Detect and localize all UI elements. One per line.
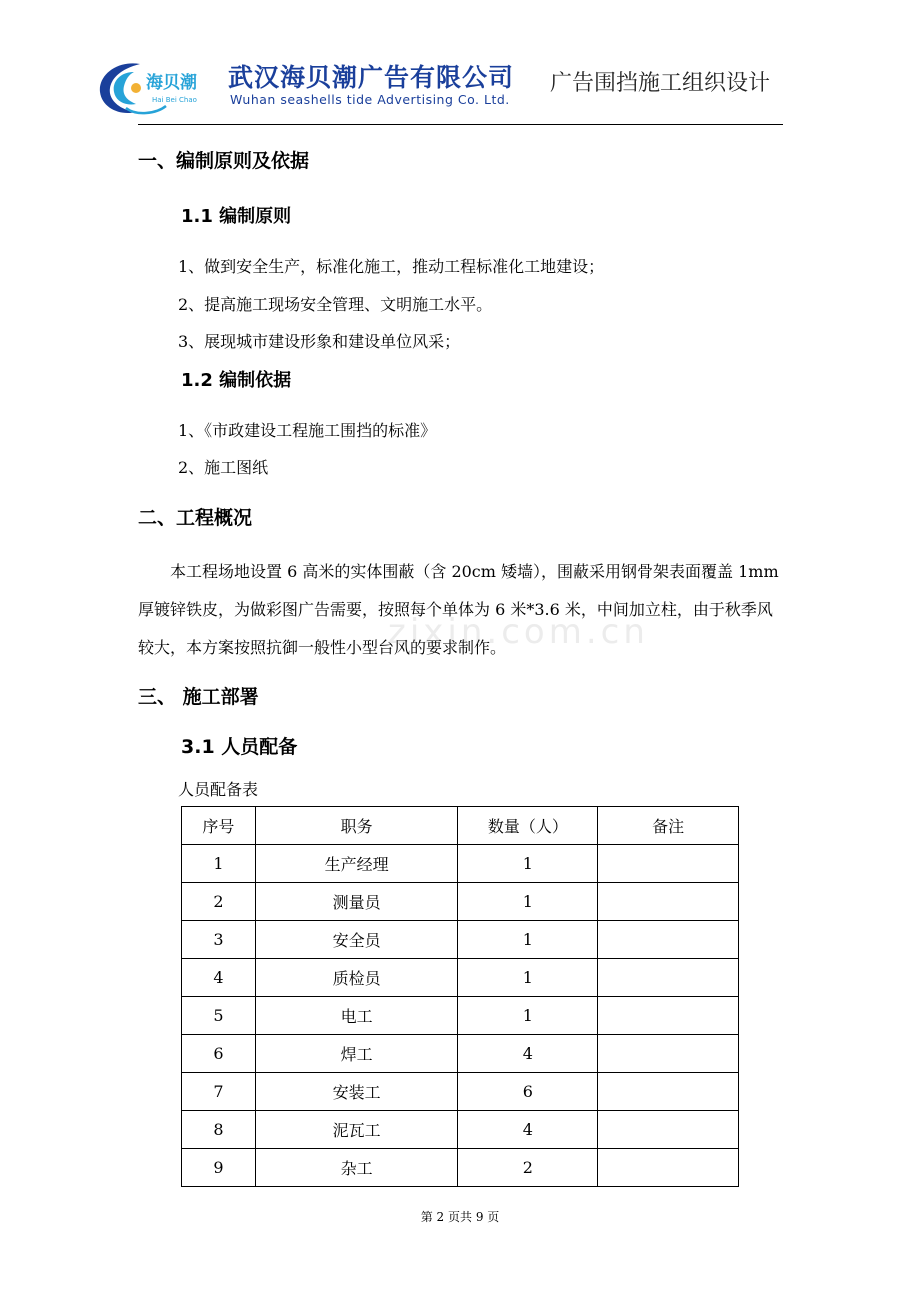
cell-remark [598, 845, 739, 883]
cell-remark [598, 921, 739, 959]
cell-count: 1 [458, 883, 598, 921]
cell-position: 安装工 [255, 1073, 458, 1111]
table-row [182, 1149, 739, 1187]
cell-count: 4 [458, 1035, 598, 1073]
cell-position: 生产经理 [255, 845, 458, 883]
section-1-1-heading: 1.1 编制原则 [181, 206, 292, 227]
cell-index: 5 [182, 997, 256, 1035]
document-title: 广告围挡施工组织设计 [550, 71, 771, 96]
table-caption: 人员配备表 [178, 780, 259, 799]
basis-item-2: 2、施工图纸 [178, 458, 269, 477]
cell-position: 焊工 [255, 1035, 458, 1073]
staff-table [181, 806, 739, 1187]
logo-text: 海贝潮 [146, 73, 197, 93]
cell-remark [598, 1073, 739, 1111]
header-index: 序号 [182, 807, 256, 845]
cell-index: 7 [182, 1073, 256, 1111]
cell-count: 4 [458, 1111, 598, 1149]
header-remark: 备注 [598, 807, 739, 845]
cell-remark [598, 997, 739, 1035]
table-row [182, 1111, 739, 1149]
cell-index: 8 [182, 1111, 256, 1149]
cell-remark [598, 1111, 739, 1149]
cell-count: 1 [458, 959, 598, 997]
principle-item-1: 1、做到安全生产，标准化施工，推动工程标准化工地建设； [178, 257, 605, 276]
cell-count: 1 [458, 845, 598, 883]
header-count: 数量（人） [458, 807, 598, 845]
table-row [182, 883, 739, 921]
header-position: 职务 [255, 807, 458, 845]
logo-subtext: Hai Bei Chao [152, 96, 197, 104]
table-row [182, 921, 739, 959]
cell-remark [598, 883, 739, 921]
section-2-heading: 二、工程概况 [138, 507, 253, 529]
cell-position: 测量员 [255, 883, 458, 921]
section-3-heading: 三、 施工部署 [138, 686, 259, 708]
cell-remark [598, 1035, 739, 1073]
basis-item-1: 1、《市政建设工程施工围挡的标准》 [178, 421, 437, 440]
cell-position: 电工 [255, 997, 458, 1035]
cell-index: 6 [182, 1035, 256, 1073]
project-overview-text: 本工程场地设置 6 高米的实体围蔽（含 20cm 矮墙），围蔽采用钢骨架表面覆盖 1mm 厚镀锌铁皮，为做彩图广告需要，按照每个单体为 6 米*3.6 米，中间加立柱，由于秋季风较大，本方案按照抗御一般性小型台风的要求制作。 [138, 562, 779, 657]
table-row [182, 845, 739, 883]
company-name-cn: 武汉海贝潮广告有限公司 [228, 63, 515, 92]
principle-item-3: 3、展现城市建设形象和建设单位风采； [178, 332, 461, 351]
table-row [182, 1035, 739, 1073]
principle-item-2: 2、提高施工现场安全管理、文明施工水平。 [178, 295, 493, 314]
cell-position: 泥瓦工 [255, 1111, 458, 1149]
cell-count: 1 [458, 921, 598, 959]
watermark: zixin.com.cn [388, 612, 649, 652]
cell-position: 质检员 [255, 959, 458, 997]
page-number: 第 2 页共 9 页 [420, 1210, 500, 1224]
cell-index: 9 [182, 1149, 256, 1187]
cell-count: 1 [458, 997, 598, 1035]
table-row [182, 959, 739, 997]
section-3-1-heading: 3.1 人员配备 [181, 736, 298, 758]
cell-index: 4 [182, 959, 256, 997]
cell-index: 2 [182, 883, 256, 921]
table-row [182, 1073, 739, 1111]
table-row [182, 997, 739, 1035]
cell-index: 1 [182, 845, 256, 883]
company-logo [96, 58, 214, 118]
cell-position: 安全员 [255, 921, 458, 959]
company-name-en: Wuhan seashells tide Advertising Co. Ltd. [230, 92, 510, 107]
cell-count: 6 [458, 1073, 598, 1111]
section-1-2-heading: 1.2 编制依据 [181, 370, 292, 391]
cell-position: 杂工 [255, 1149, 458, 1187]
cell-remark [598, 1149, 739, 1187]
section-1-heading: 一、编制原则及依据 [138, 150, 310, 172]
cell-count: 2 [458, 1149, 598, 1187]
table-header-row [182, 807, 739, 845]
cell-index: 3 [182, 921, 256, 959]
cell-remark [598, 959, 739, 997]
wave-logo-icon [96, 58, 214, 118]
header-divider [138, 124, 783, 125]
